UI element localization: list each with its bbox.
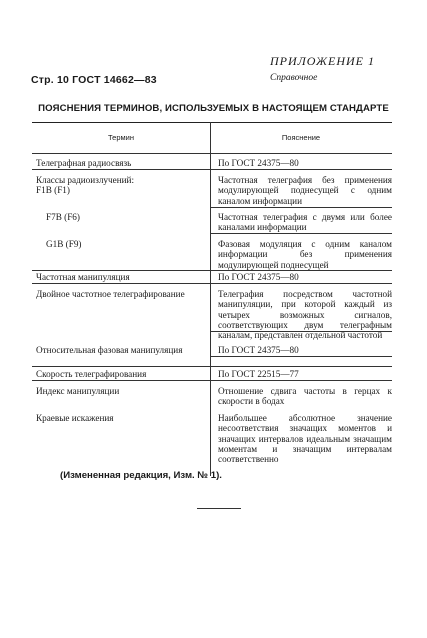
table-row-term: Скорость телеграфирования [36, 369, 147, 379]
page-header: Стр. 10 ГОСТ 14662—83 [31, 74, 157, 86]
table-row-explanation: Телеграфия посредством частотной манипуляции, при которой каждый из четырех возможных сигналов, соответствующих двум телеграфным каналам, представлен отдельной частотой [218, 289, 392, 341]
table-row-term: G1B (F9) [46, 239, 82, 249]
appendix-subtitle: Справочное [270, 73, 318, 83]
row-rule [32, 169, 210, 170]
table-row-term: Краевые искажения [36, 413, 114, 423]
column-header-term-label: Термин [108, 133, 134, 142]
table-row-explanation: По ГОСТ 24375—80 [218, 345, 299, 355]
appendix-title: ПРИЛОЖЕНИЕ 1 [270, 54, 375, 68]
row-rule [210, 169, 392, 170]
table-row-explanation: По ГОСТ 24375—80 [218, 158, 299, 168]
table-row-explanation: Частотная телеграфия без применения модулирующей поднесущей с одним каналом информации [218, 175, 392, 206]
row-rule [32, 366, 392, 367]
table-row-explanation: Фазовая модуляция с одним каналом информации без применения модулирующей поднесущей [218, 239, 392, 270]
table-row-term: Относительная фазовая манипуляция [36, 345, 183, 355]
row-rule [32, 270, 392, 271]
table-row-explanation: Наибольшее абсолютное значение несоответствия значащих моментов и значащих интервалов идеальным значащим моментам и значащим интервалам соответственно [218, 413, 392, 465]
table-row-term: Телеграфная радиосвязь [36, 158, 132, 168]
row-rule [210, 207, 392, 208]
row-rule [210, 233, 392, 234]
table-row-explanation: Отношение сдвига частоты в герцах к скорости в бодах [218, 386, 392, 407]
table-row-explanation: По ГОСТ 24375—80 [218, 272, 299, 282]
row-rule [210, 356, 392, 357]
end-rule [197, 508, 241, 509]
amendment-note: (Измененная редакция, Изм. № 1). [60, 470, 222, 481]
table-row-term: F7B (F6) [46, 212, 80, 222]
column-header-explanation [210, 122, 392, 154]
row-rule [32, 283, 392, 284]
table-row-explanation: По ГОСТ 22515—77 [218, 369, 299, 379]
row-rule [32, 380, 392, 381]
table-row-term: Частотная манипуляция [36, 272, 130, 282]
table-row-explanation: Частотная телеграфия с двумя или более каналами информации [218, 212, 392, 233]
table-row-term: Двойное частотное телеграфирование [36, 289, 185, 299]
column-header-explanation-label: Пояснение [281, 133, 321, 142]
row-rule [210, 331, 392, 332]
column-divider [210, 122, 211, 476]
table-row-term: Индекс манипуляции [36, 386, 120, 396]
table-title: ПОЯСНЕНИЯ ТЕРМИНОВ, ИСПОЛЬЗУЕМЫХ В НАСТОЯЩЕМ СТАНДАРТЕ [38, 103, 389, 114]
table-row-term: Классы радиоизлучений: F1B (F1) [36, 175, 134, 196]
appendix-label [270, 54, 375, 83]
column-header-term [32, 122, 210, 154]
